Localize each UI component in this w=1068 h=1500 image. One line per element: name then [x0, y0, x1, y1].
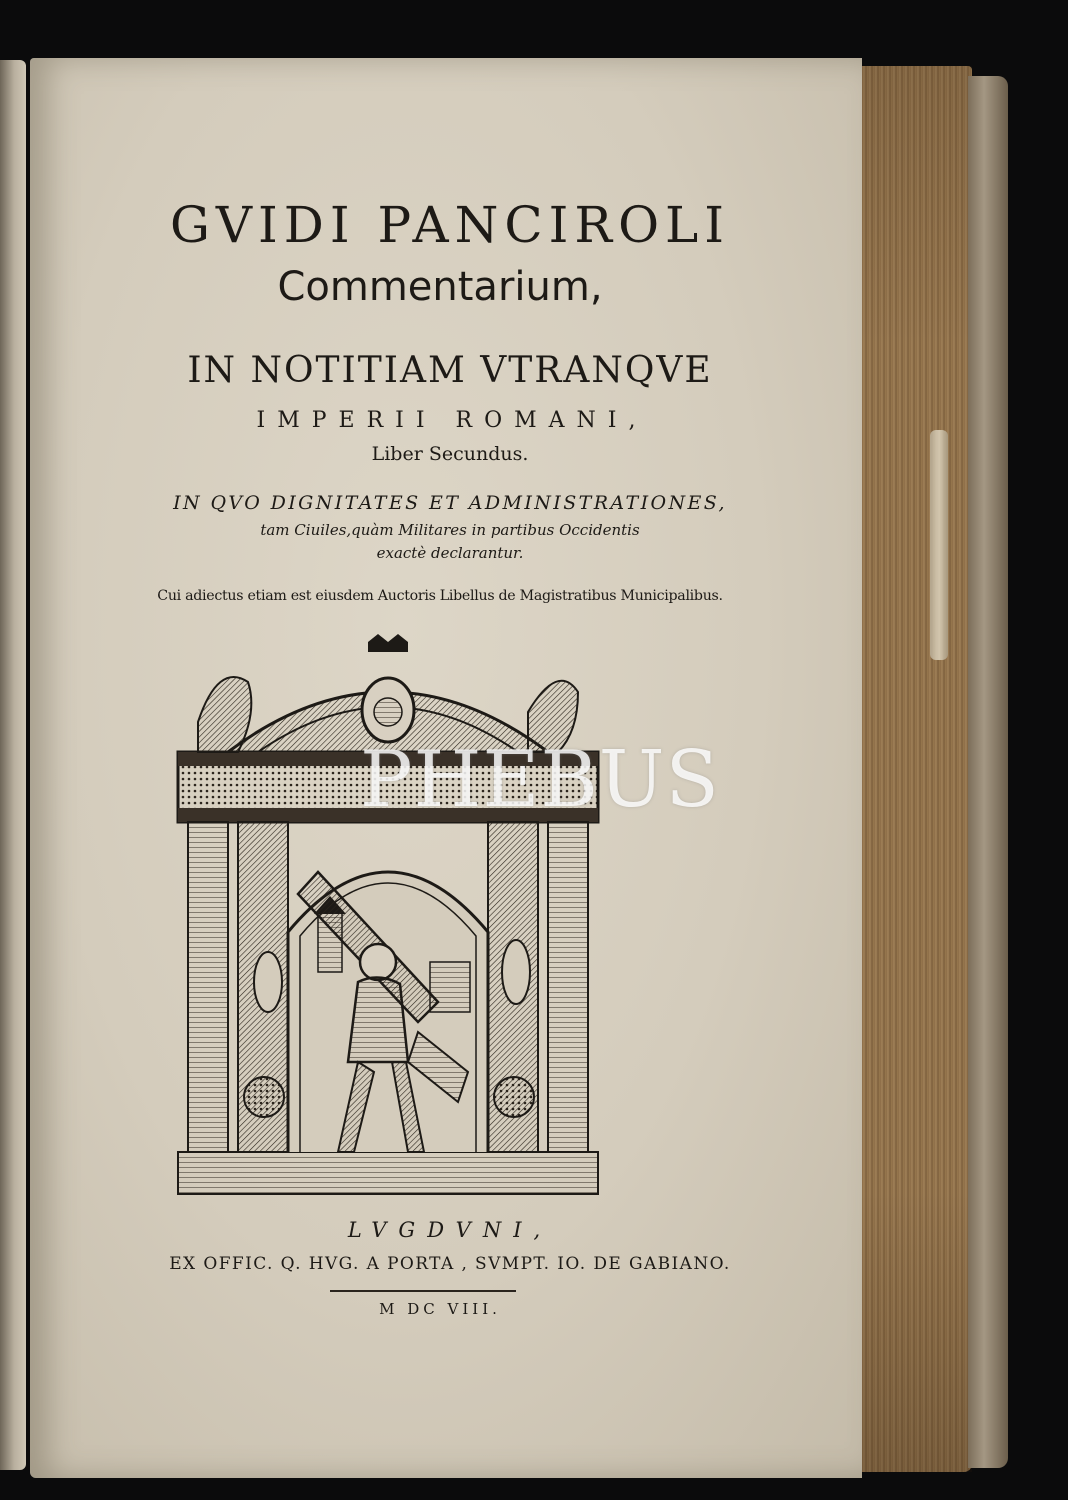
author-title: GVIDI PANCIROLI [169, 196, 731, 254]
content-description-line-2: tam Ciuiles,quàm Militares in partibus Occidentis [260, 521, 640, 539]
phebus-watermark: PHEBUS [360, 735, 720, 825]
supplement-note: Cui adiectus etiam est eiusdem Auctoris Libellus de Magistratibus Municipalibus. [157, 588, 723, 604]
subtitle-line-2: IMPERII ROMANI, [256, 408, 648, 433]
book-number: Liber Secundus. [371, 443, 529, 465]
printers-device-woodcut [168, 632, 608, 1198]
imprint-year: M DC VIII. [379, 1300, 501, 1318]
bookmark-ribbon [930, 430, 948, 660]
imprint-divider-rule [330, 1290, 516, 1292]
work-title: Commentarium, [277, 264, 603, 310]
content-description-line-1: IN QVO DIGNITATES ET ADMINISTRATIONES, [173, 492, 727, 514]
subtitle-line-1: IN NOTITIAM VTRANQVE [187, 350, 713, 391]
content-description-line-3: exactè declarantur. [376, 544, 524, 562]
page-block-edges [850, 66, 972, 1472]
imprint-publisher: EX OFFIC. Q. HVG. A PORTA , SVMPT. IO. DE GABIANO. [169, 1254, 731, 1274]
book-binding [968, 76, 1008, 1468]
previous-page-edge [0, 60, 26, 1470]
imprint-city: LVGDVNI, [347, 1218, 553, 1242]
